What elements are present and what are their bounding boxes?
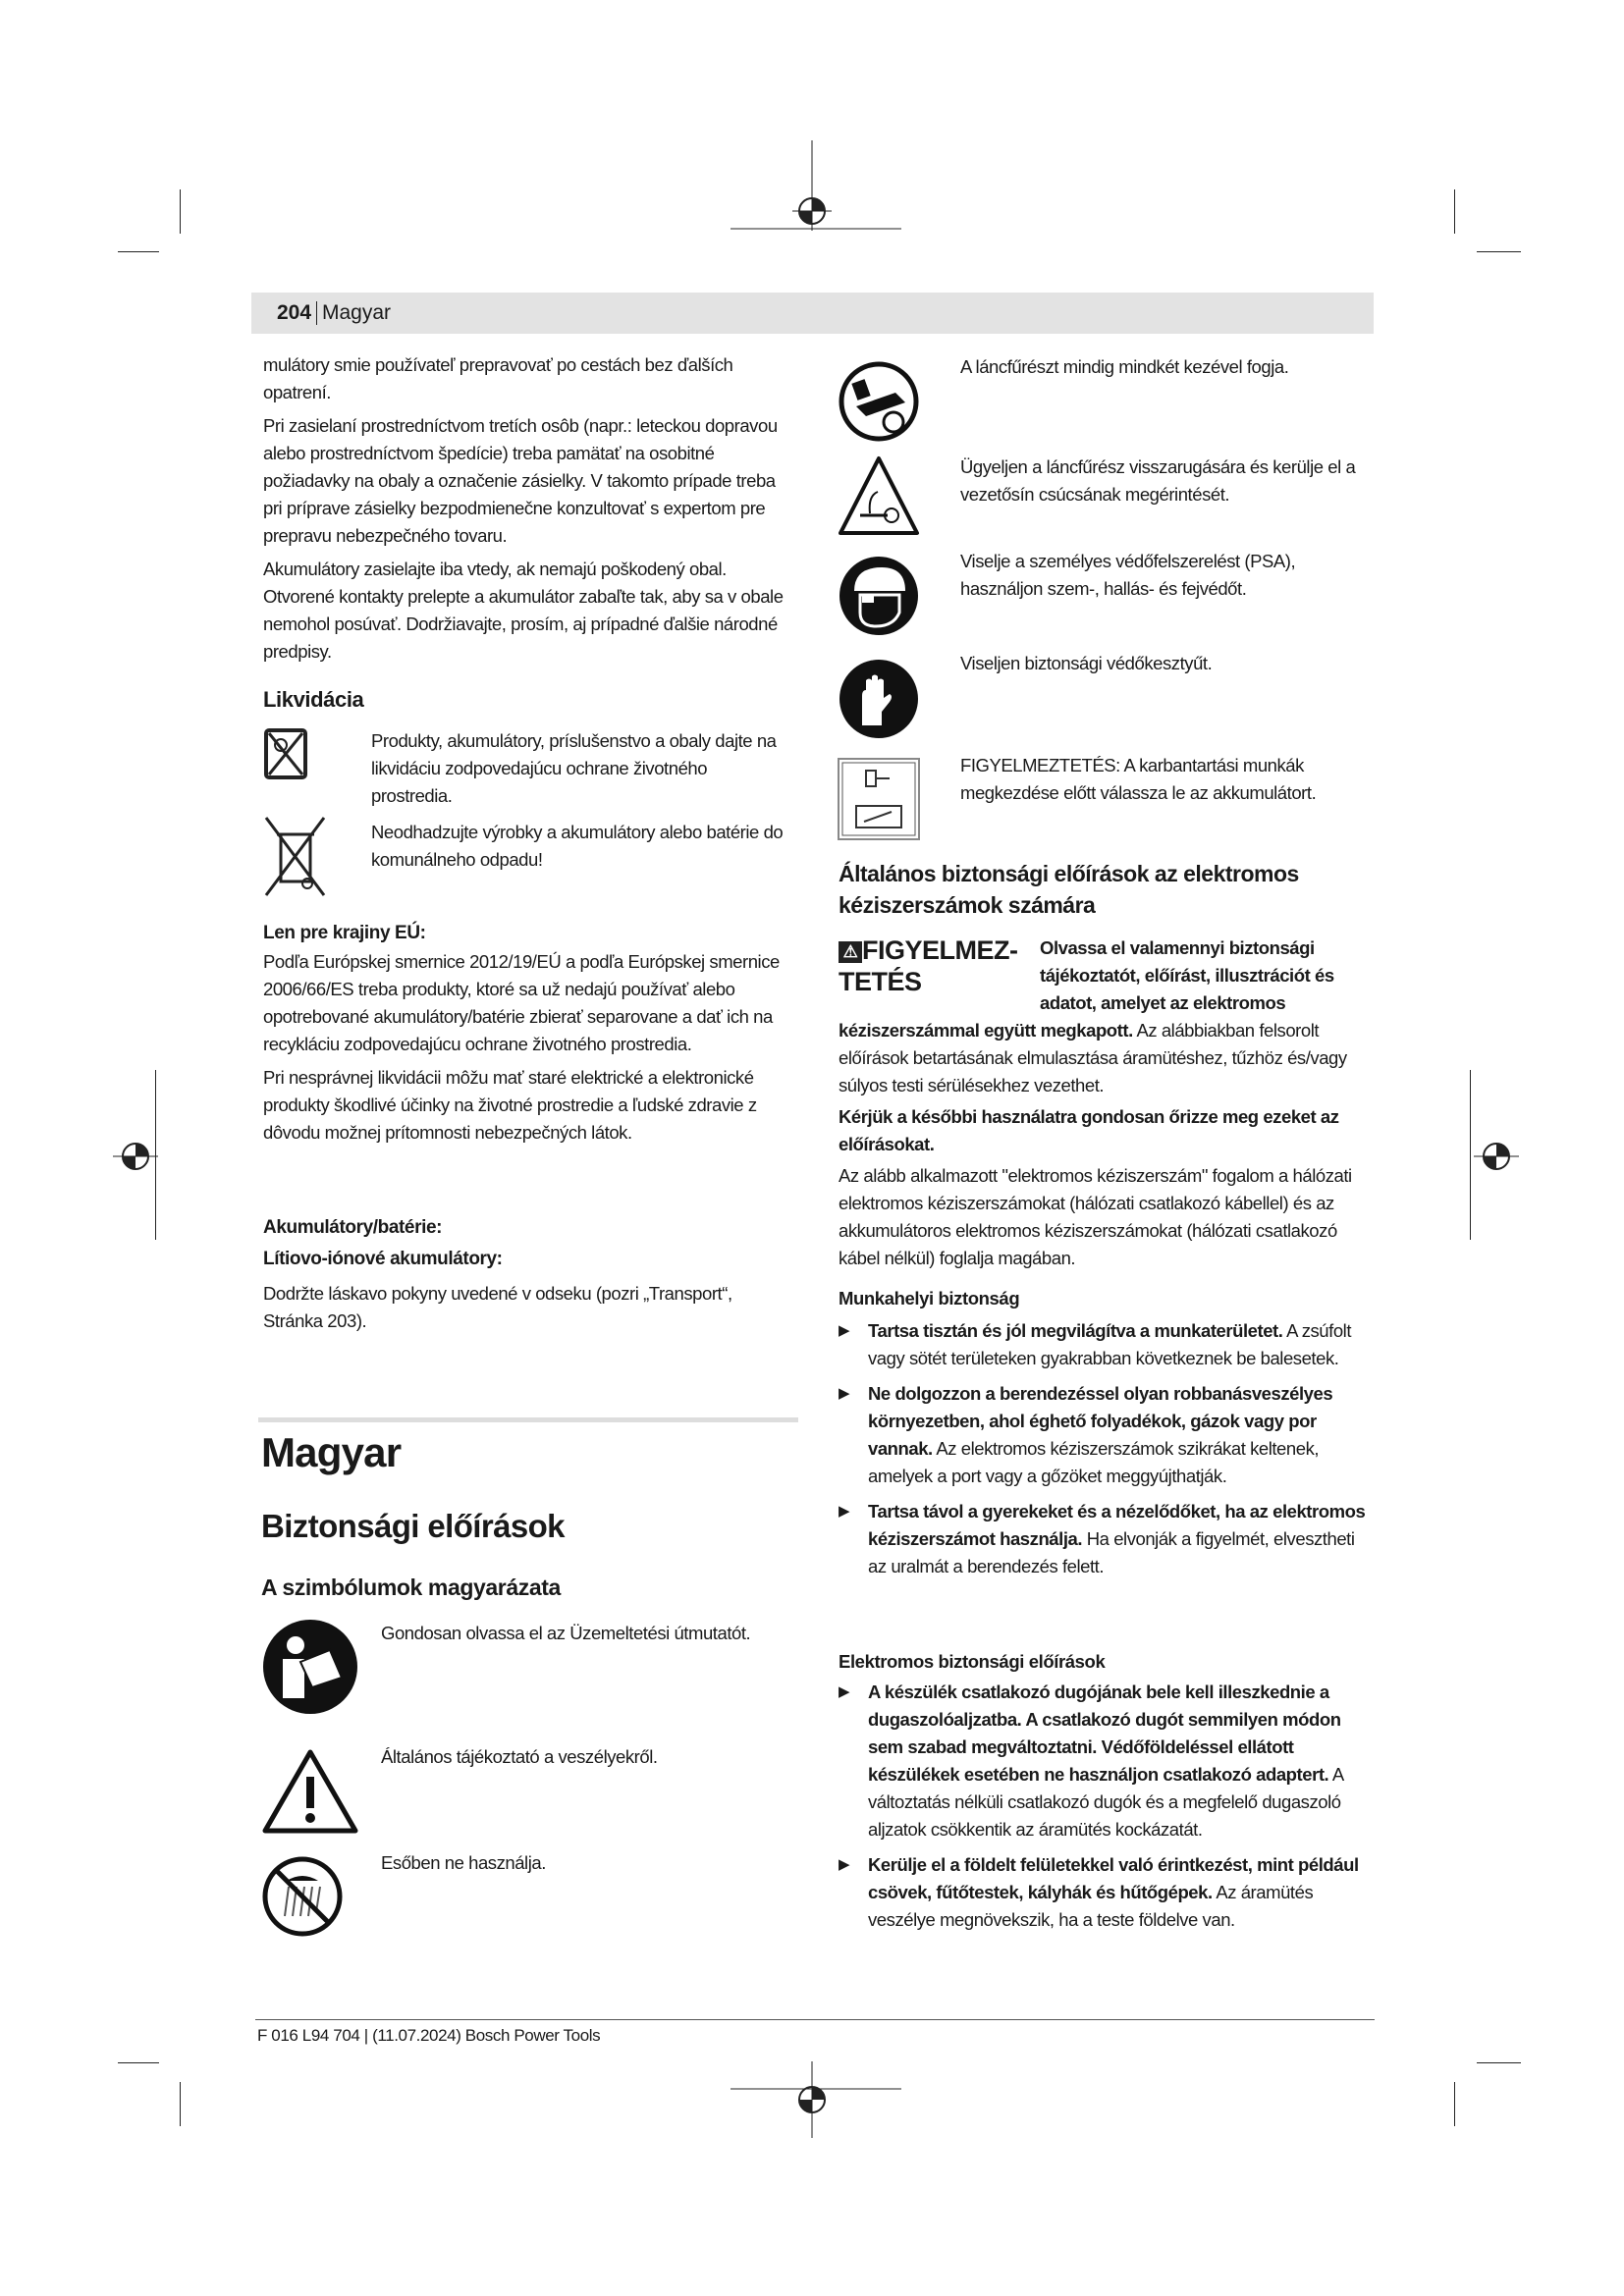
footer-rule: [255, 2019, 1375, 2020]
triangle-bullet-icon: ▶: [839, 1503, 850, 1520]
item-text: Az áramütés veszélye megnövekszik, ha a teste földelve van.: [868, 1882, 1314, 1930]
read-manual-icon: [261, 1618, 359, 1716]
triangle-bullet-icon: ▶: [839, 1385, 850, 1402]
list-item: [839, 1498, 1377, 1580]
warning-bold-text: Olvassa el valamennyi biztonsági tájékoztatót, előírást, illusztrációt és adatot, amelyet az elektromos kéziszerszámmal együtt megkapott.: [839, 937, 1334, 1041]
no-rain-icon: [261, 1855, 344, 1938]
item-bold: Ne dolgozzon a berendezéssel olyan robbanásveszélyes környezetben, ahol éghető folyadékok, gázok vagy por vannak.: [868, 1383, 1333, 1459]
registration-mark-bottom: [731, 2061, 901, 2140]
eu-text: [263, 948, 798, 1152]
warning-label-text: FIGYELMEZ-TETÉS: [839, 935, 1018, 996]
safety-title: Biztonsági előírások: [261, 1508, 565, 1544]
disposal-heading: Likvidácia: [263, 687, 364, 712]
eu-heading: Len pre krajiny EÚ:: [263, 923, 426, 943]
item-bold: Tartsa távol a gyerekeket és a nézelődőket, ha az elektromos kéziszerszámot használja.: [868, 1501, 1366, 1549]
warning-triangle-icon: [261, 1747, 359, 1836]
definition-text: Az alább alkalmazott "elektromos kéziszerszám" fogalom a hálózati elektromos kéziszerszámokat (hálózati csatlakozó kábellel) és az akkumulátoros elektromos kéziszerszámokat (hálózati csatlakozó kábel nélkül) foglalja magában.: [839, 1165, 1352, 1268]
symbol-text-kickback: Ügyeljen a láncfűrész visszarugására és kerülje el a vezetősín csúcsának megérintését.: [960, 456, 1356, 505]
symbol-text-remove-battery: FIGYELMEZTETÉS: A karbantartási munkák megkezdése előtt válassza le az akkumulátort.: [960, 755, 1317, 803]
liion-text: Dodržte láskavo pokyny uvedené v odseku (pozri „Transport“, Stránka 203).: [263, 1283, 732, 1331]
workplace-heading: Munkahelyi biztonság: [839, 1288, 1020, 1308]
list-item: [839, 1851, 1377, 1934]
warning-triangle-icon: ⚠: [839, 941, 862, 963]
symbol-text-warning: Általános tájékoztató a veszélyekről.: [381, 1746, 658, 1767]
general-safety-heading: Általános biztonsági előírások az elektromos kéziszerszámok számára: [839, 861, 1299, 918]
triangle-bullet-icon: ▶: [839, 1322, 850, 1339]
list-item: [839, 1317, 1377, 1372]
triangle-bullet-icon: ▶: [839, 1856, 850, 1873]
symbol-text-two-hands: A láncfűrészt mindig mindkét kezével fogja.: [960, 356, 1289, 377]
registration-mark-top: [731, 137, 901, 236]
transport-text: [263, 351, 798, 671]
list-item: [839, 1679, 1377, 1843]
disposal-text-1: Produkty, akumulátory, príslušenstvo a obaly dajte na likvidáciu zodpovedajúcu ochrane životného prostredia.: [371, 730, 777, 806]
paragraph: Akumulátory zasielajte iba vtedy, ak nemajú poškodený obal. Otvorené kontakty prelepte a akumulátor zabaľte tak, aby sa v obale nemohol posúvať. Dodržiavajte, prosím, aj prípadné ďalšie národné predpisy.: [263, 559, 784, 662]
registration-mark-left: [113, 1134, 158, 1179]
battery-heading: Akumulátory/batérie:: [263, 1217, 443, 1238]
warning-text: Az alábbiakban felsorolt előírások betartásának elmulasztása áramütéshez, tűzhöz és/vagy súlyos testi sérülésekhez vezethet.: [839, 1020, 1347, 1095]
gloves-icon: [837, 657, 921, 741]
registration-mark-right: [1474, 1134, 1519, 1179]
disposal-text-2: Neodhadzujte výrobky a akumulátory alebo batérie do komunálneho odpadu!: [371, 822, 784, 870]
keep-instructions: Kérjük a későbbi használatra gondosan őrizze meg ezeket az előírásokat.: [839, 1106, 1339, 1154]
paragraph: Pri zasielaní prostredníctvom tretích osôb (napr.: leteckou dopravou alebo prostredníctvom špedície) treba pamätať na osobitné požiadavky na obaly a označenie zásielky. V takomto prípade treba pri príprave zásielky bezpodmienečne konzultovať s expertom pre prepravu nebezpečného tovaru.: [263, 415, 778, 546]
section-divider: [258, 1417, 798, 1422]
footer-text: F 016 L94 704 | (11.07.2024) Bosch Power Tools: [257, 2026, 601, 2045]
page-number: 204: [277, 301, 312, 324]
liion-heading: Lítiovo-iónové akumulátory:: [263, 1249, 503, 1269]
workplace-list: [839, 1317, 1377, 1588]
kickback-warning-icon: [837, 454, 921, 539]
symbols-heading: A szimbólumok magyarázata: [261, 1575, 561, 1600]
paragraph: mulátory smie používateľ prepravovať po cestách bez ďalších opatrení.: [263, 354, 733, 402]
header-section: Magyar: [316, 301, 391, 325]
item-text: A változtatás nélküli csatlakozó dugók és a megfelelő dugaszoló aljzatok csökkentik az áramütés kockázatát.: [868, 1764, 1343, 1840]
symbol-text-no-rain: Esőben ne használja.: [381, 1852, 546, 1873]
item-text: Az elektromos kéziszerszámok szikrákat keltenek, amelyek a port vagy a gőzöket meggyújthatják.: [868, 1438, 1320, 1486]
protective-gear-icon: [837, 554, 921, 638]
two-hands-chainsaw-icon: [837, 359, 921, 444]
item-bold: Tartsa tisztán és jól megvilágítva a munkaterületet.: [868, 1320, 1283, 1341]
triangle-bullet-icon: ▶: [839, 1683, 850, 1700]
recycle-box-crossed-icon: [263, 727, 308, 782]
symbol-text-gloves: Viseljen biztonsági védőkesztyűt.: [960, 653, 1213, 673]
symbol-text-read-manual: Gondosan olvassa el az Üzemeltetési útmutatót.: [381, 1623, 751, 1643]
item-bold: Kerülje el a földelt felületekkel való érintkezést, mint például csövek, fűtőtestek, kályhák és hűtőgépek.: [868, 1854, 1359, 1902]
list-item: [839, 1380, 1377, 1490]
language-title: Magyar: [261, 1429, 402, 1475]
page-header: [251, 293, 1374, 334]
crossed-bin-icon: [263, 815, 328, 899]
remove-battery-icon: [837, 757, 921, 841]
item-bold: A készülék csatlakozó dugójának bele kell illeszkednie a dugaszolóaljzatba. A csatlakozó dugót semmilyen módon sem szabad megváltoztatni. Védőföldeléssel ellátott készülékek esetében ne használjon csatlakozó adaptert.: [868, 1682, 1341, 1785]
item-text: Ha elvonják a figyelmét, elvesztheti az uralmát a berendezés felett.: [868, 1528, 1355, 1576]
paragraph: Podľa Európskej smernice 2012/19/EÚ a podľa Európskej smernice 2006/66/ES treba produkty, ktoré sa už nedajú používať alebo opotrebované akumulátory/batérie zbierať separovane a dať ich na recykláciu zodpovedajúcu ochrane životného prostredia.: [263, 951, 780, 1054]
electrical-list: [839, 1679, 1377, 1942]
electrical-heading: Elektromos biztonsági előírások: [839, 1651, 1106, 1672]
paragraph: Pri nesprávnej likvidácii môžu mať staré elektrické a elektronické produkty škodlivé účinky na životné prostredie a ľudské zdravie z dôvodu možnej prítomnosti nebezpečných látok.: [263, 1067, 757, 1143]
item-text: A zsúfolt vagy sötét területeken gyakrabban következnek be balesetek.: [868, 1320, 1352, 1368]
warning-paragraph: [839, 934, 1374, 1099]
symbol-text-protective-gear: Viselje a személyes védőfelszerelést (PSA), használjon szem-, hallás- és fejvédőt.: [960, 551, 1296, 599]
